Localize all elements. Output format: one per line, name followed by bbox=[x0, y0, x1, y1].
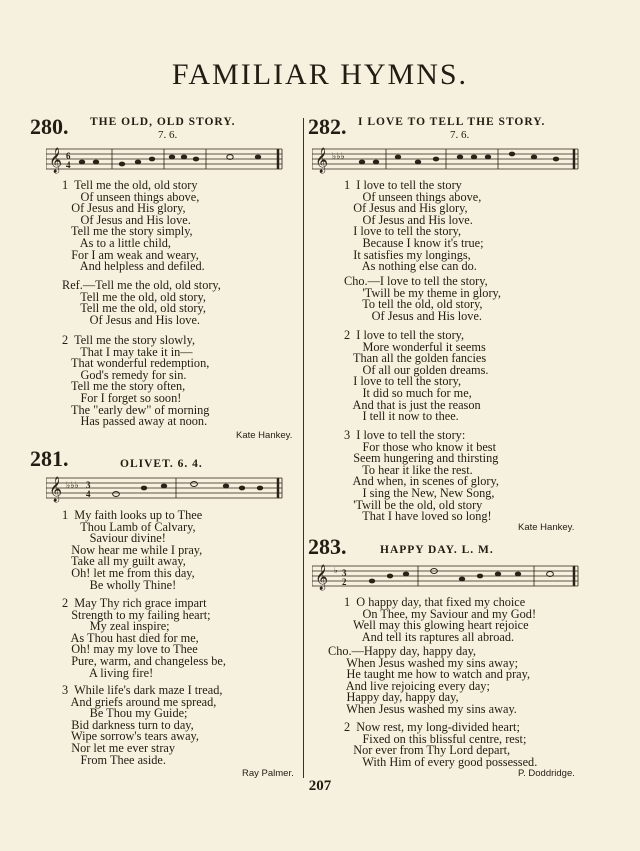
svg-text:𝄞: 𝄞 bbox=[315, 147, 329, 172]
verse-1: 1 Tell me the old, old story Of unseen things above, Of Jesus and His glory, Of Jesus and His love. Tell me the story simply, As to a little child, For I am weak and weary, And helpless and defiled. bbox=[62, 178, 205, 274]
svg-text:2: 2 bbox=[342, 577, 347, 587]
hymn-author: Ray Palmer. bbox=[242, 768, 294, 779]
verse-2: 2 May Thy rich grace impart Strength to my failing heart; My zeal inspire; As Thou hast died for me, Oh! may my love to Thee Pure, warm, and changeless be, A living fire! bbox=[62, 596, 226, 680]
svg-text:𝄞: 𝄞 bbox=[315, 564, 329, 589]
svg-text:4: 4 bbox=[86, 489, 91, 499]
column-divider bbox=[303, 118, 304, 778]
svg-text:𝄞: 𝄞 bbox=[49, 476, 63, 501]
page-title: FAMILIAR HYMNS. bbox=[171, 58, 469, 91]
hymn-meter: 7. 6. bbox=[450, 129, 470, 141]
hymn-title: HAPPY DAY. L. M. bbox=[380, 544, 494, 556]
music-staff bbox=[46, 474, 286, 504]
svg-text:𝄞: 𝄞 bbox=[49, 147, 63, 172]
hymn-number: 283. bbox=[308, 534, 347, 559]
hymn-title: THE OLD, OLD STORY. bbox=[90, 116, 236, 128]
hymn-meter: 7. 6. bbox=[158, 129, 178, 141]
verse-3: 3 I love to tell the story: For those who know it best Seem hungering and thirsting To hear it like the rest. And when, in scenes of glory, I sing the New, New Song, 'Twill be the old, old story That I have loved so long! bbox=[344, 428, 499, 524]
music-staff bbox=[312, 562, 582, 592]
music-staff bbox=[46, 145, 286, 175]
refrain: Ref.—Tell me the old, old story, Tell me the old, old story, Tell me the old, old story, Of Jesus and His love. bbox=[62, 278, 221, 327]
chorus: Cho.—Happy day, happy day, When Jesus washed my sins away; He taught me how to watch and pray, And live rejoicing every day; Happy day, happy day, When Jesus washed my sins away. bbox=[328, 644, 531, 716]
verse-1: 1 My faith looks up to Thee Thou Lamb of Calvary, Saviour divine! Now hear me while I pray, Take all my guilt away, Oh! let me from this day, Be wholly Thine! bbox=[62, 508, 203, 592]
verse-2: 2 I love to tell the story, More wonderful it seems Than all the golden fancies Of all our golden dreams. I love to tell the story, It did so much for me, And that is just the reason I tell it now to thee. bbox=[344, 328, 489, 424]
svg-text:♭: ♭ bbox=[334, 566, 338, 575]
chorus: Cho.—I love to tell the story, 'Twill be my theme in glory, To tell the old, old story, Of Jesus and His love. bbox=[344, 274, 501, 323]
svg-text:♭♭♭: ♭♭♭ bbox=[66, 480, 79, 490]
verse-3: 3 While life's dark maze I tread, And griefs around me spread, Be Thou my Guide; Bid darkness turn to day, Wipe sorrow's tears away, Nor let me ever stray From Thee aside. bbox=[62, 683, 223, 767]
hymn-number: 280. bbox=[30, 114, 69, 139]
verse-2: 2 Tell me the story slowly, That I may take it in— That wonderful redemption, God's remedy for sin. Tell me the story often, For I forget so soon! The "early dew" of morning Has passed away at noon. bbox=[62, 333, 210, 429]
hymn-number: 281. bbox=[30, 446, 69, 471]
verse-1: 1 O happy day, that fixed my choice On Thee, my Saviour and my God! Well may this glowing heart rejoice And tell its raptures all abroad. bbox=[344, 595, 537, 644]
svg-text:3: 3 bbox=[86, 480, 91, 490]
hymn-title: OLIVET. 6. 4. bbox=[120, 458, 203, 470]
svg-text:6: 6 bbox=[66, 151, 71, 161]
hymn-title: I LOVE TO TELL THE STORY. bbox=[358, 116, 546, 128]
hymn-author: P. Doddridge. bbox=[518, 768, 575, 779]
page-number: 207 bbox=[308, 778, 332, 794]
verse-1: 1 I love to tell the story Of unseen things above, Of Jesus and His glory, Of Jesus and His love. I love to tell the story, Because I know it's true; It satisfies my longings, As nothing else can do. bbox=[344, 178, 484, 274]
svg-text:♭♭♭: ♭♭♭ bbox=[332, 151, 345, 161]
music-staff bbox=[312, 145, 582, 175]
hymn-author: Kate Hankey. bbox=[236, 430, 293, 441]
hymn-author: Kate Hankey. bbox=[518, 522, 575, 533]
verse-2: 2 Now rest, my long-divided heart; Fixed on this blissful centre, rest; Nor ever from Thy Lord depart, With Him of every good possessed. bbox=[344, 720, 538, 769]
hymn-number: 282. bbox=[308, 114, 347, 139]
svg-text:3: 3 bbox=[342, 568, 347, 578]
svg-text:4: 4 bbox=[66, 160, 71, 170]
